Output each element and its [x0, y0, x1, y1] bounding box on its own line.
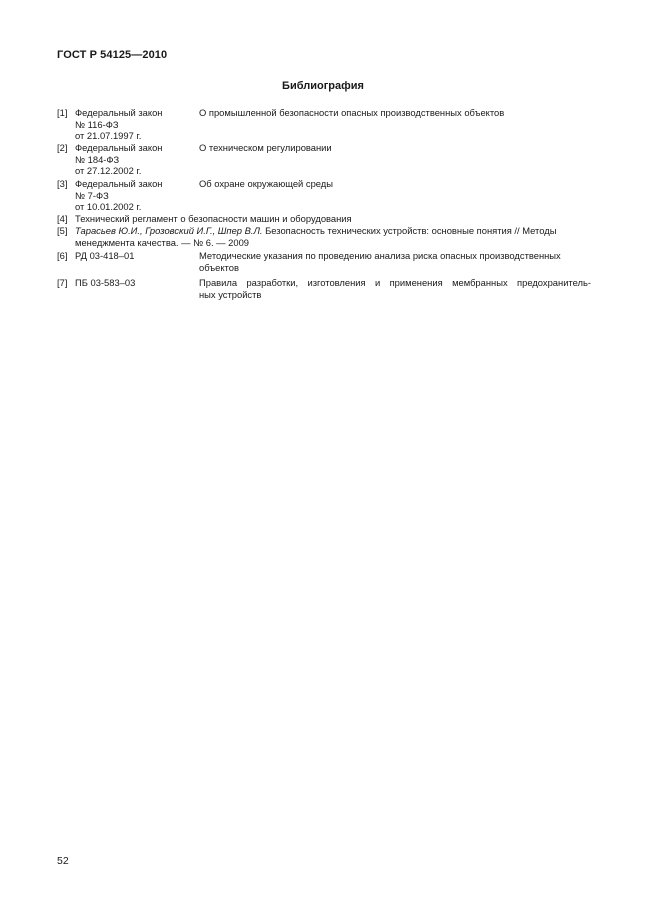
entry-number: [5] [57, 225, 68, 236]
source-line: от 21.07.1997 г. [75, 130, 142, 142]
entry-title [199, 178, 591, 190]
source-line: РД 03-418–01 [75, 250, 135, 261]
source-line: Федеральный закон [75, 142, 163, 153]
text-line: Технический регламент о безопасности машин и оборудования [75, 213, 352, 224]
title-line: Об охране окружающей среды [199, 178, 334, 189]
entry-text [75, 225, 591, 248]
title-line: объектов [199, 261, 239, 273]
entry-number: [6] [57, 250, 68, 261]
title-line: Методические указания по проведению анализа риска опасных производственных [199, 250, 561, 261]
entry-authors: Тарасьев Ю.И., Грозовский И.Г., Шпер В.Л. [75, 225, 263, 236]
source-line: № 184-ФЗ [75, 153, 120, 165]
entry-text [75, 213, 591, 225]
title-line: ных устройств [199, 288, 262, 300]
source-line: от 10.01.2002 г. [75, 201, 142, 213]
entry-source [75, 107, 162, 142]
entry-title [199, 107, 591, 119]
page-number: 52 [57, 855, 69, 867]
entry-title [199, 250, 591, 273]
bibliography-title: Библиография [282, 80, 364, 92]
title-line: Правила разработки, изготовления и применения мембранных предохранитель- [199, 277, 591, 288]
entry-title-part: Безопасность технических устройств: основные понятия // Методы [262, 225, 557, 236]
entry-title [199, 277, 591, 300]
entry-source [75, 178, 162, 213]
entry-source [75, 250, 134, 262]
entry-number: [3] [57, 178, 68, 189]
source-line: Федеральный закон [75, 178, 163, 189]
entry-number: [1] [57, 107, 68, 118]
text-line [75, 225, 591, 237]
document-header: ГОСТ Р 54125—2010 [57, 49, 168, 61]
source-line: № 116-ФЗ [75, 118, 119, 130]
entry-title [199, 142, 591, 154]
source-line: от 27.12.2002 г. [75, 165, 142, 177]
source-line: ПБ 03-583–03 [75, 277, 136, 288]
entry-number: [2] [57, 142, 68, 153]
entry-number: [7] [57, 277, 68, 288]
entry-source [75, 277, 135, 289]
source-line: Федеральный закон [75, 107, 163, 118]
title-line: О техническом регулировании [199, 142, 332, 153]
entry-source [75, 142, 162, 177]
title-line: О промышленной безопасности опасных производственных объектов [199, 107, 505, 118]
text-line: менеджмента качества. — № 6. — 2009 [75, 236, 250, 248]
entry-number: [4] [57, 213, 68, 224]
source-line: № 7-ФЗ [75, 189, 109, 201]
